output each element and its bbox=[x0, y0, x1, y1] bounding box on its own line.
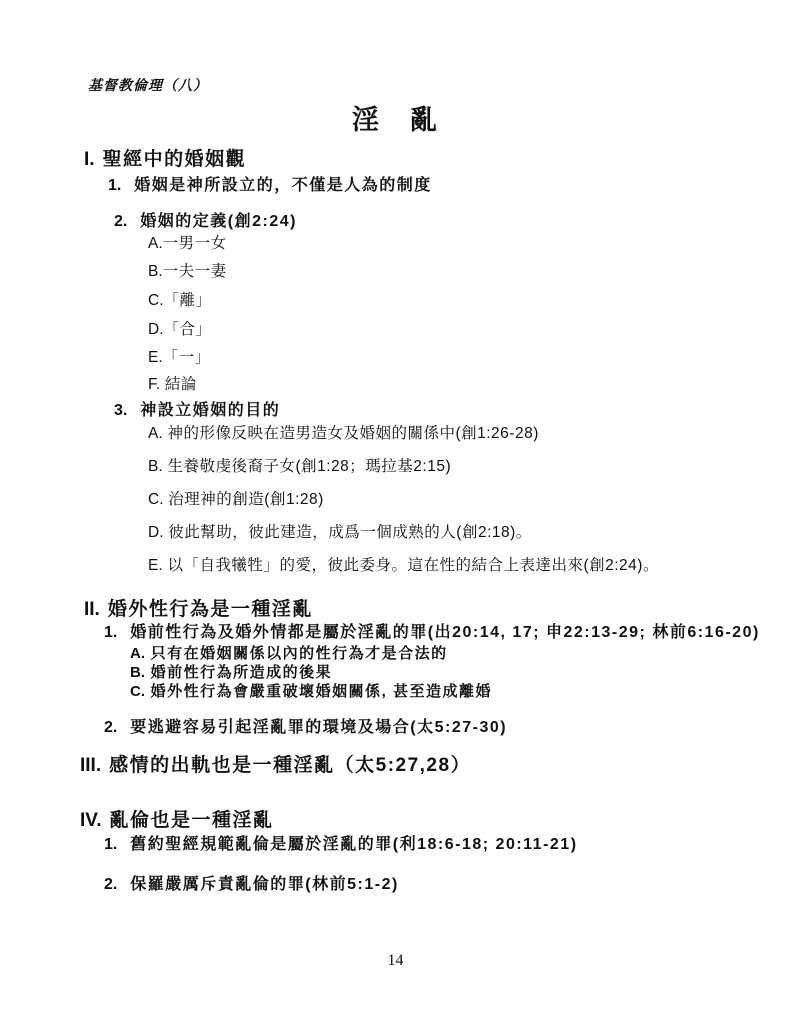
item-letter: C. bbox=[148, 292, 164, 309]
outline-item-1-2-C bbox=[148, 291, 212, 310]
item-letter: B. bbox=[148, 458, 163, 475]
item-letter: E. bbox=[148, 557, 163, 574]
item-number: 1. bbox=[108, 177, 122, 194]
item-text: 神設立婚姻的目的 bbox=[134, 402, 281, 419]
item-number: 3. bbox=[114, 402, 128, 419]
page-title: 淫 亂 bbox=[352, 105, 439, 135]
section-3-heading bbox=[80, 754, 471, 778]
item-number: 2. bbox=[104, 719, 118, 736]
item-letter: A. bbox=[130, 645, 145, 662]
item-text: 婚前性行為及婚外情都是屬於淫亂的罪(出20:14, 17; 申22:13-29; 林前6:16-20) bbox=[124, 624, 760, 641]
outline-item-1-2-B bbox=[148, 262, 227, 281]
item-number: 2. bbox=[104, 876, 118, 893]
section-3-heading-text: 感情的出軌也是一種淫亂（太5:27,28） bbox=[109, 755, 472, 776]
section-4-heading bbox=[80, 809, 274, 833]
section-1-numeral: I. bbox=[84, 149, 95, 170]
section-4-heading-text: 亂倫也是一種淫亂 bbox=[109, 810, 274, 831]
outline-item-1-2-F bbox=[148, 375, 197, 394]
item-text: 婚姻是神所設立的，不僅是人為的制度 bbox=[128, 177, 432, 194]
item-text: 保羅嚴厲斥責亂倫的罪(林前5:1-2) bbox=[124, 876, 399, 893]
item-letter: C. bbox=[148, 491, 164, 508]
outline-item-1-2 bbox=[114, 212, 297, 232]
item-letter: B. bbox=[148, 263, 163, 280]
section-3-numeral: III. bbox=[80, 755, 102, 776]
outline-item-1-3-D bbox=[148, 523, 532, 542]
outline-item-4-1 bbox=[104, 835, 578, 855]
item-text: 「合」 bbox=[163, 321, 212, 338]
item-letter: A. bbox=[148, 235, 163, 252]
item-letter: B. bbox=[130, 664, 145, 681]
item-text: 「離」 bbox=[163, 292, 212, 309]
item-text: 「一」 bbox=[162, 349, 211, 366]
item-letter: A. bbox=[148, 425, 163, 442]
item-number: 2. bbox=[114, 213, 128, 230]
outline-item-1-1 bbox=[108, 176, 432, 196]
item-text: 生養敬虔後裔子女(創1:28；瑪拉基2:15) bbox=[162, 458, 452, 475]
outline-item-1-3 bbox=[114, 401, 280, 421]
section-1-heading bbox=[84, 148, 246, 172]
outline-item-2-2 bbox=[104, 718, 507, 738]
item-text: 結論 bbox=[160, 376, 197, 393]
item-text: 婚前性行為所造成的後果 bbox=[145, 664, 333, 681]
item-text: 舊約聖經規範亂倫是屬於淫亂的罪(利18:6-18; 20:11-21) bbox=[124, 836, 578, 853]
item-text: 神的形像反映在造男造女及婚姻的關係中(創1:26-28) bbox=[162, 425, 539, 442]
page-number: 14 bbox=[387, 952, 404, 969]
outline-item-1-3-E bbox=[148, 556, 659, 575]
outline-item-2-1 bbox=[104, 623, 760, 643]
item-text: 治理神的創造(創1:28) bbox=[163, 491, 324, 508]
section-2-numeral: II. bbox=[84, 599, 100, 620]
item-text: 要逃避容易引起淫亂罪的環境及場合(太5:27-30) bbox=[124, 719, 508, 736]
item-letter: D. bbox=[148, 524, 164, 541]
item-number: 1. bbox=[104, 624, 118, 641]
section-1-heading-text: 聖經中的婚姻觀 bbox=[102, 149, 247, 170]
outline-item-1-3-A bbox=[148, 424, 539, 443]
item-text: 只有在婚姻關係以內的性行為才是合法的 bbox=[145, 645, 448, 662]
outline-item-1-3-C bbox=[148, 490, 324, 509]
outline-item-2-1-B bbox=[130, 664, 332, 683]
outline-item-1-2-D bbox=[148, 320, 212, 339]
item-text: 婚姻的定義(創2:24) bbox=[134, 213, 297, 230]
item-letter: F. bbox=[148, 376, 161, 393]
item-text: 彼此幫助，彼此建造，成爲一個成熟的人(創2:18)。 bbox=[163, 524, 532, 541]
course-header: 基督教倫理（八） bbox=[88, 79, 208, 94]
outline-item-1-2-E bbox=[148, 348, 211, 367]
outline-item-2-1-A bbox=[130, 645, 448, 664]
item-letter: C. bbox=[130, 683, 145, 700]
outline-item-2-1-C bbox=[130, 683, 492, 702]
outline-item-4-2 bbox=[104, 875, 399, 895]
section-2-heading-text: 婚外性行為是一種淫亂 bbox=[107, 599, 313, 620]
section-2-heading bbox=[84, 598, 313, 622]
item-text: 婚外性行為會嚴重破壞婚姻關係, 甚至造成離婚 bbox=[145, 683, 493, 700]
item-text: 一男一女 bbox=[162, 235, 227, 252]
section-4-numeral: IV. bbox=[80, 810, 102, 831]
outline-item-1-2-A bbox=[148, 234, 227, 253]
item-text: 以「自我犧牲」的愛，彼此委身。這在性的結合上表達出來(創2:24)。 bbox=[162, 557, 659, 574]
item-text: 一夫一妻 bbox=[162, 263, 227, 280]
item-number: 1. bbox=[104, 836, 118, 853]
outline-item-1-3-B bbox=[148, 457, 451, 476]
item-letter: D. bbox=[148, 321, 164, 338]
item-letter: E. bbox=[148, 349, 163, 366]
